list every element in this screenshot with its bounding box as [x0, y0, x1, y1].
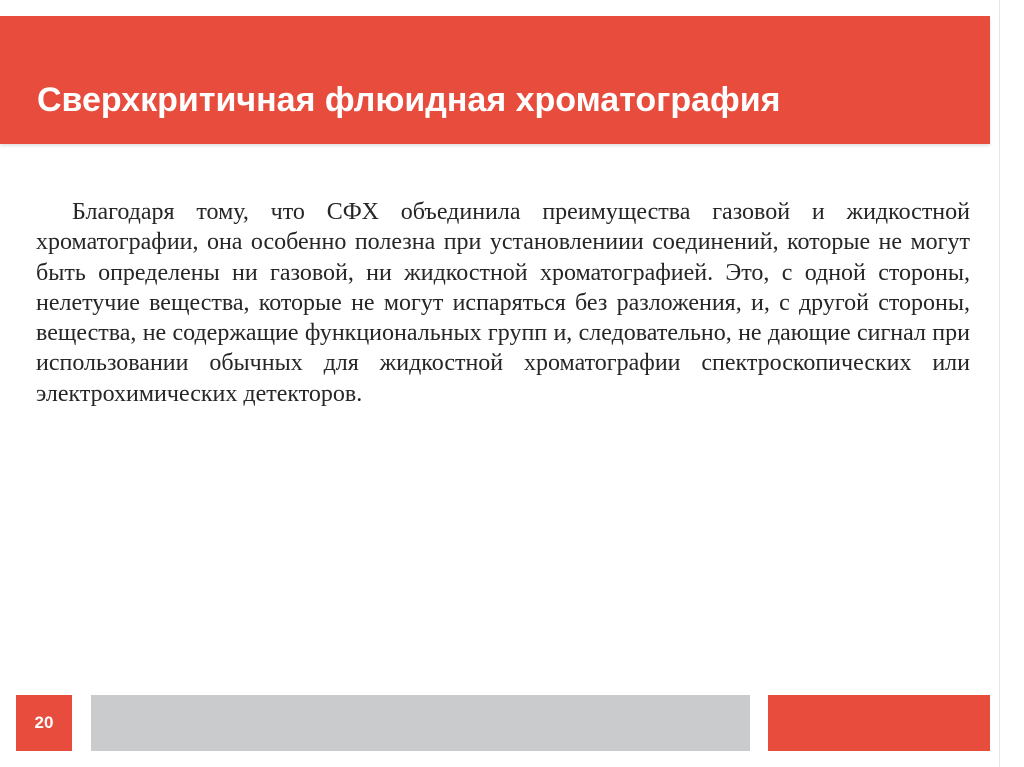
page-number: 20	[34, 713, 54, 732]
footer-red-bar	[768, 695, 990, 751]
title-bar	[0, 16, 990, 144]
footer-gray-bar	[91, 695, 750, 751]
body-paragraph: Благодаря тому, что СФХ объединила преимущества газовой и жидкостной хроматографии, она особенно полезна при установлениии соединений, которые не могут быть определены ни газовой, ни жидкостной хроматографией. Это, с одной стороны, нелетучие вещества, которые не могут испаряться без разложения, и, с другой стороны, вещества, не содержащие функциональных групп и, следовательно, не дающие сигнал при использовании обычных для жидкостной хроматографии спектроскопических или электрохимических детекторов.	[36, 199, 970, 407]
slide-title: Сверхкритичная флюидная хроматография	[37, 81, 781, 119]
page-number-badge	[16, 695, 72, 751]
